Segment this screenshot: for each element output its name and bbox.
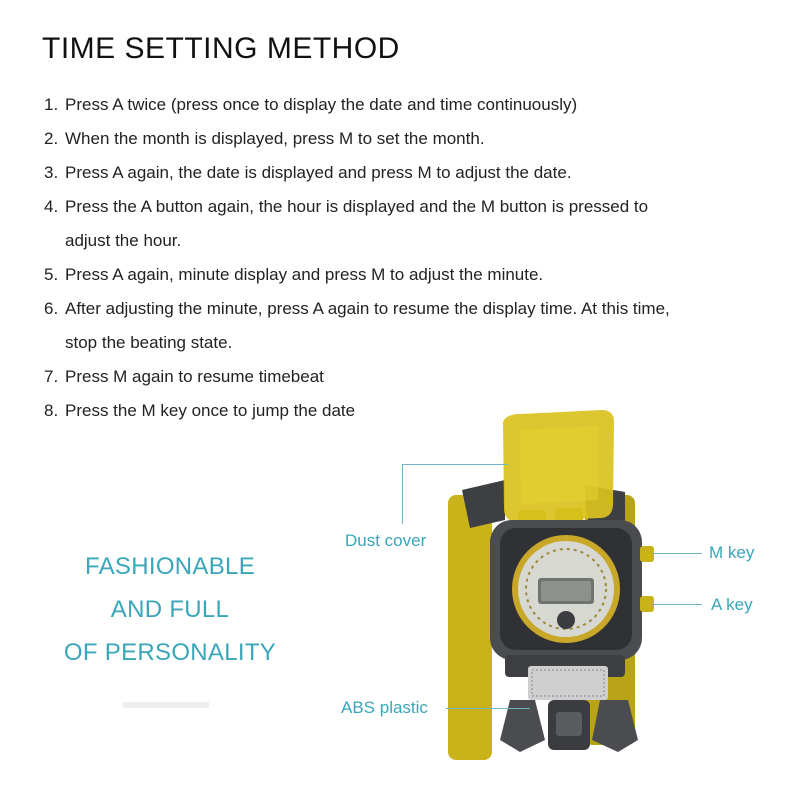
step-number: 7. (44, 367, 59, 386)
lcd-screen (541, 581, 591, 601)
step-text: adjust the hour. (65, 231, 182, 250)
step-number: 4. (44, 197, 59, 216)
m-key-button (640, 546, 654, 562)
m-key-leader (652, 553, 702, 554)
step-number: 8. (44, 401, 59, 420)
step-text: Press A again, the date is displayed and press M to adjust the date. (65, 163, 572, 182)
a-key-leader (652, 604, 702, 605)
mesh-grille (528, 666, 608, 700)
step-number: 6. (44, 299, 59, 318)
step-text: Press the M key once to jump the date (65, 401, 356, 420)
slogan-line: OF PERSONALITY (63, 639, 277, 666)
step-number: 3. (44, 163, 59, 182)
center-plate (556, 712, 582, 736)
slogan-line: FASHIONABLE (84, 553, 256, 580)
a-key-label: A key (711, 595, 753, 614)
dust-cover-label: Dust cover (345, 531, 427, 550)
step-number: 5. (44, 265, 59, 284)
m-key-label: M key (709, 543, 755, 562)
abs-plastic-label: ABS plastic (341, 698, 428, 717)
step-text: When the month is displayed, press M to set the month. (65, 129, 485, 148)
sub-dial (557, 611, 575, 629)
abs-plastic-leader (446, 708, 530, 709)
step-number: 2. (44, 129, 59, 148)
step-text: stop the beating state. (65, 333, 233, 352)
dust-cover-leader-v (402, 464, 403, 524)
strap-left (448, 495, 492, 760)
step-text: Press A twice (press once to display the date and time continuously) (65, 95, 578, 114)
step-text: After adjusting the minute, press A again to resume the display time. At this time, (65, 299, 670, 318)
dust-cover-leader-h (402, 464, 508, 465)
slogan-line: AND FULL (110, 596, 230, 623)
step-text: Press A again, minute display and press M to adjust the minute. (65, 265, 544, 284)
page-title: TIME SETTING METHOD (42, 32, 400, 65)
step-text: Press the A button again, the hour is displayed and the M button is pressed to (65, 197, 649, 216)
step-number: 1. (44, 95, 59, 114)
step-text: Press M again to resume timebeat (65, 367, 324, 386)
dust-cover-highlight (520, 426, 598, 504)
